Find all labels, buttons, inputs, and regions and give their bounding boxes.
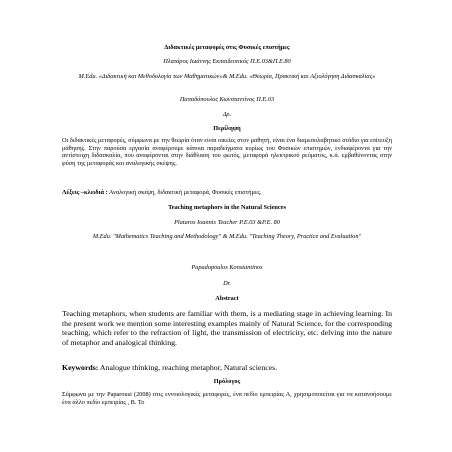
english-abstract-body: Teaching metaphors, when students are familiar with them, is a mediating stage in achieving learning. In the present work we mention some interesting examples mainly of Natural Science, for the corresponding teaching, which refer to the refraction of light, the transmission of electricity, etc. delving into the nature of metaphor and analogical thinking. — [62, 309, 392, 347]
greek-keywords — [62, 189, 392, 197]
english-title: Teaching metaphors in the Natural Sciences — [168, 204, 286, 211]
english-author-2: Papadopoulos Konstantinos — [191, 264, 263, 271]
english-program-line: M.Edu. "Mathematics Teaching and Methodology" & M.Edu. "Teaching Theory, Practice and Evaluation" — [92, 233, 362, 240]
greek-program-text: M.Edu. «Διδακτική και Μεθοδολογία των Μαθηματικών»& M.Edu. «Θεωρία, Πρακτική και Αξιολόγηση Διδασκαλίας» — [78, 73, 376, 80]
greek-abstract-body: Οι διδακτικές μεταφορές, σύμφωνα με την θεωρία όταν είναι οικείες στον μαθητή, είναι ένα διαμεσολαβητικό στάδιο για επίτευξη μάθησης. Στην παρούσα εργασία αναφέρουμε κάποια παραδείγματα κυρίως του Φυσικών επιστημών, ενδιαφέροντα για την αντίστοιχη διδασκαλία, που αναφέρονται στην διάθλαση του φωτός, μεταφορά ηλεκτρικού ρεύματος, κ.ά. εμβαθύνοντας στην φύση της μεταφοράς και αναλογικής σκέψης. — [62, 137, 392, 167]
english-keywords — [62, 363, 392, 373]
english-abstract-heading: Abstract — [215, 295, 239, 302]
greek-keywords-label: Λέξεις –κλειδιά : — [62, 189, 108, 196]
greek-author-2-role: Δρ. — [222, 111, 232, 118]
greek-keywords-text: Αναλογική σκέψη, διδακτική μεταφορά, Φυσικές επιστήμες. — [108, 189, 262, 196]
greek-title: Διδακτικές μεταφορές στις Φυσικές επιστήμες — [164, 44, 290, 51]
english-keywords-label: Keywords: — [62, 363, 99, 372]
greek-program-line — [62, 73, 392, 81]
english-author-2-role: Dr. — [223, 280, 231, 287]
english-keywords-text: Analogue thinking, reaching metaphor, Natural sciences. — [99, 363, 278, 372]
greek-author-1: Πλατάρος Ιωάννης Εκπαιδευτικός Π.Ε.03&Π.Ε.80 — [163, 58, 291, 65]
prologue-body: Σύμφωνα με την Paparousi (2008) στις εννοιολογικές μεταφορές, ένα πεδίο εμπειρίας Α, χρησιμοποιείται για να κατανοήσουμε ένα άλλο πεδίο εμπειρίας , Β. Το — [62, 391, 392, 406]
english-author-1: Plataros Ioannis Teacher P.E.03 &P.E. 80 — [174, 219, 280, 226]
greek-abstract-heading: Περίληψη — [213, 125, 241, 132]
prologue-heading: Πρόλογος — [213, 378, 241, 385]
greek-author-2: Παπαδόπουλος Κωνσταντίνος Π.Ε.03 — [179, 96, 275, 103]
